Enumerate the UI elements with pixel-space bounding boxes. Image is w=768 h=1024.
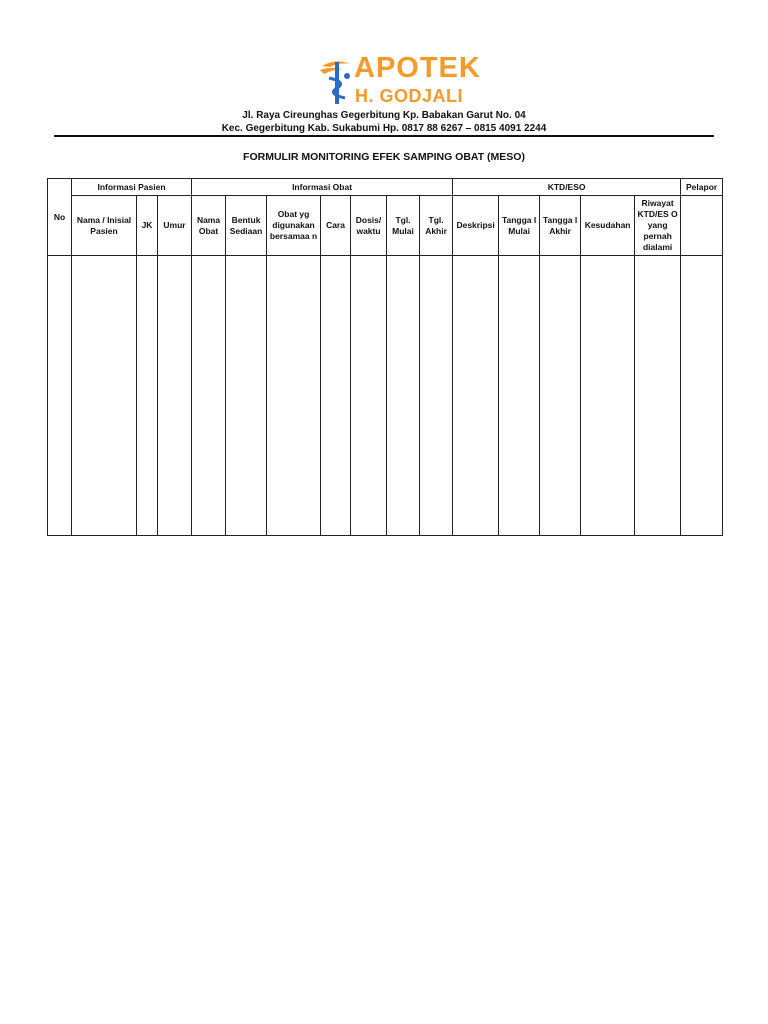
header-dosis-waktu: Dosis/ waktu [351, 196, 387, 256]
cell-tanggal-akhir[interactable] [540, 256, 581, 536]
header-kesudahan: Kesudahan [581, 196, 635, 256]
header-pelapor-blank [681, 196, 723, 256]
group-ktd-eso: KTD/ESO [453, 179, 681, 196]
group-pelapor: Pelapor [681, 179, 723, 196]
header-obat-bersamaan: Obat yg digunakan bersamaa n [267, 196, 321, 256]
header-bentuk-sediaan: Bentuk Sediaan [226, 196, 267, 256]
cell-obat-bersamaan[interactable] [267, 256, 321, 536]
cell-umur[interactable] [158, 256, 192, 536]
header-umur: Umur [158, 196, 192, 256]
table-row [48, 256, 723, 536]
apotek-logo [318, 52, 481, 108]
header-riwayat-ktd-eso: Riwayat KTD/ES O yang pernah dialami [635, 196, 681, 256]
logo-brand-text: APOTEK [354, 52, 481, 84]
cell-nama-inisial-pasien[interactable] [72, 256, 137, 536]
cell-tgl-akhir[interactable] [420, 256, 453, 536]
cell-pelapor[interactable] [681, 256, 723, 536]
header-tgl-akhir: Tgl. Akhir [420, 196, 453, 256]
header-tanggal-mulai: Tangga l Mulai [499, 196, 540, 256]
form-title: FORMULIR MONITORING EFEK SAMPING OBAT (MESO) [243, 151, 525, 163]
caduceus-icon [318, 56, 356, 108]
cell-dosis-waktu[interactable] [351, 256, 387, 536]
cell-deskripsi[interactable] [453, 256, 499, 536]
cell-tanggal-mulai[interactable] [499, 256, 540, 536]
logo-pharmacy-name: H. GODJALI [355, 86, 464, 106]
cell-kesudahan[interactable] [581, 256, 635, 536]
cell-tgl-mulai[interactable] [387, 256, 420, 536]
address-line-2: Kec. Gegerbitung Kab. Sukabumi Hp. 0817 88 6267 – 0815 4091 2244 [221, 123, 547, 134]
cell-cara[interactable] [321, 256, 351, 536]
header-nama-inisial-pasien: Nama / Inisial Pasien [72, 196, 137, 256]
header-nama-obat: Nama Obat [192, 196, 226, 256]
address-line-1: Jl. Raya Cireunghas Gegerbitung Kp. Babakan Garut No. 04 [242, 110, 526, 121]
cell-riwayat-ktd-eso[interactable] [635, 256, 681, 536]
meso-table [47, 178, 723, 536]
header-jk: JK [137, 196, 158, 256]
header-no: No [48, 179, 72, 256]
header-divider [54, 135, 714, 137]
header-cara: Cara [321, 196, 351, 256]
cell-bentuk-sediaan[interactable] [226, 256, 267, 536]
group-informasi-pasien: Informasi Pasien [72, 179, 192, 196]
cell-nama-obat[interactable] [192, 256, 226, 536]
cell-no[interactable] [48, 256, 72, 536]
header-deskripsi: Deskripsi [453, 196, 499, 256]
cell-jk[interactable] [137, 256, 158, 536]
header-tgl-mulai: Tgl. Mulai [387, 196, 420, 256]
group-informasi-obat: Informasi Obat [192, 179, 453, 196]
header-tanggal-akhir: Tangga l Akhir [540, 196, 581, 256]
